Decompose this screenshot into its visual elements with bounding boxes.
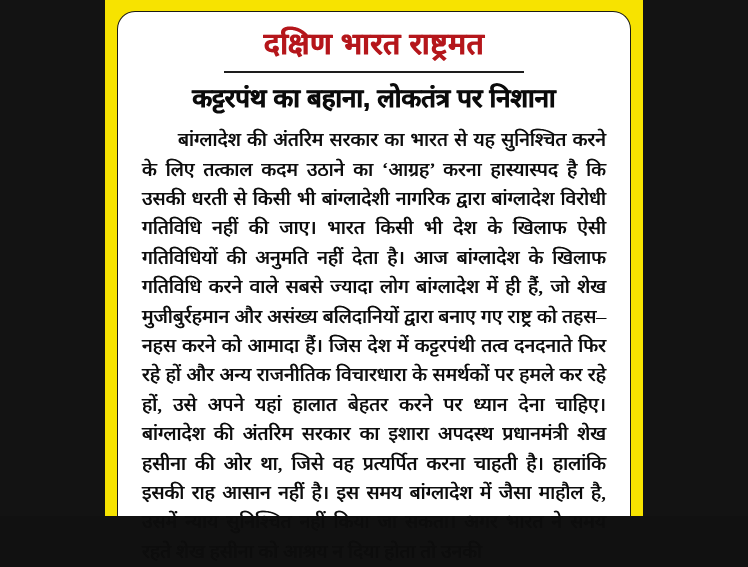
masthead-title: दक्षिण भारत राष्ट्रमत (263, 28, 485, 61)
article-headline: कट्टरपंथ का बहाना, लोकतंत्र पर निशाना (192, 83, 556, 113)
newspaper-clipping-frame (105, 0, 643, 563)
article-body (132, 126, 616, 567)
masthead-divider-rule (224, 71, 524, 73)
article-body-paragraph: बांग्लादेश की अंतरिम सरकार का भारत से यह सुनिश्चित करने के लिए तत्काल कदम उठाने का ‘आग्रह’ करना हास्यास्पद है कि उसकी धरती से किसी भी बांग्लादेशी नागरिक द्वारा बांग्लादेश विरोधी गतिविधि नहीं की जाए। भारत किसी भी देश के खिलाफ ऐसी गतिविधियों की अनुमति नहीं देता है। आज बांग्लादेश के खिलाफ गतिविधि करने वाले सबसे ज्यादा लोग बांग्लादेश में ही हैं, जो शेख मुजीबुर्रहमान और असंख्य बलिदानियों द्वारा बनाए गए राष्ट्र को तहस–नहस करने को आमादा हैं। जिस देश में कट्टरपंथी तत्व दनदनाते फिर रहे हों और अन्य राजनीतिक विचारधारा के समर्थकों पर हमले कर रहे हों, उसे अपने यहां हालात बेहतर करने पर ध्यान देना चाहिए। बांग्लादेश की अंतरिम सरकार का इशारा अपदस्थ प्रधानमंत्री शेख हसीना की ओर था, जिसे वह प्रत्यर्पित करना चाहती है। हालांकि इसकी राह आसान नहीं है। इस समय बांग्लादेश में जैसा माहौल है, उसमें न्याय सुनिश्चित नहीं किया जा सकता। अगर भारत ने समय रहते शेख हसीना को आश्रय न दिया होता तो उनकी (142, 130, 606, 563)
newspaper-page-sheet (117, 11, 631, 563)
